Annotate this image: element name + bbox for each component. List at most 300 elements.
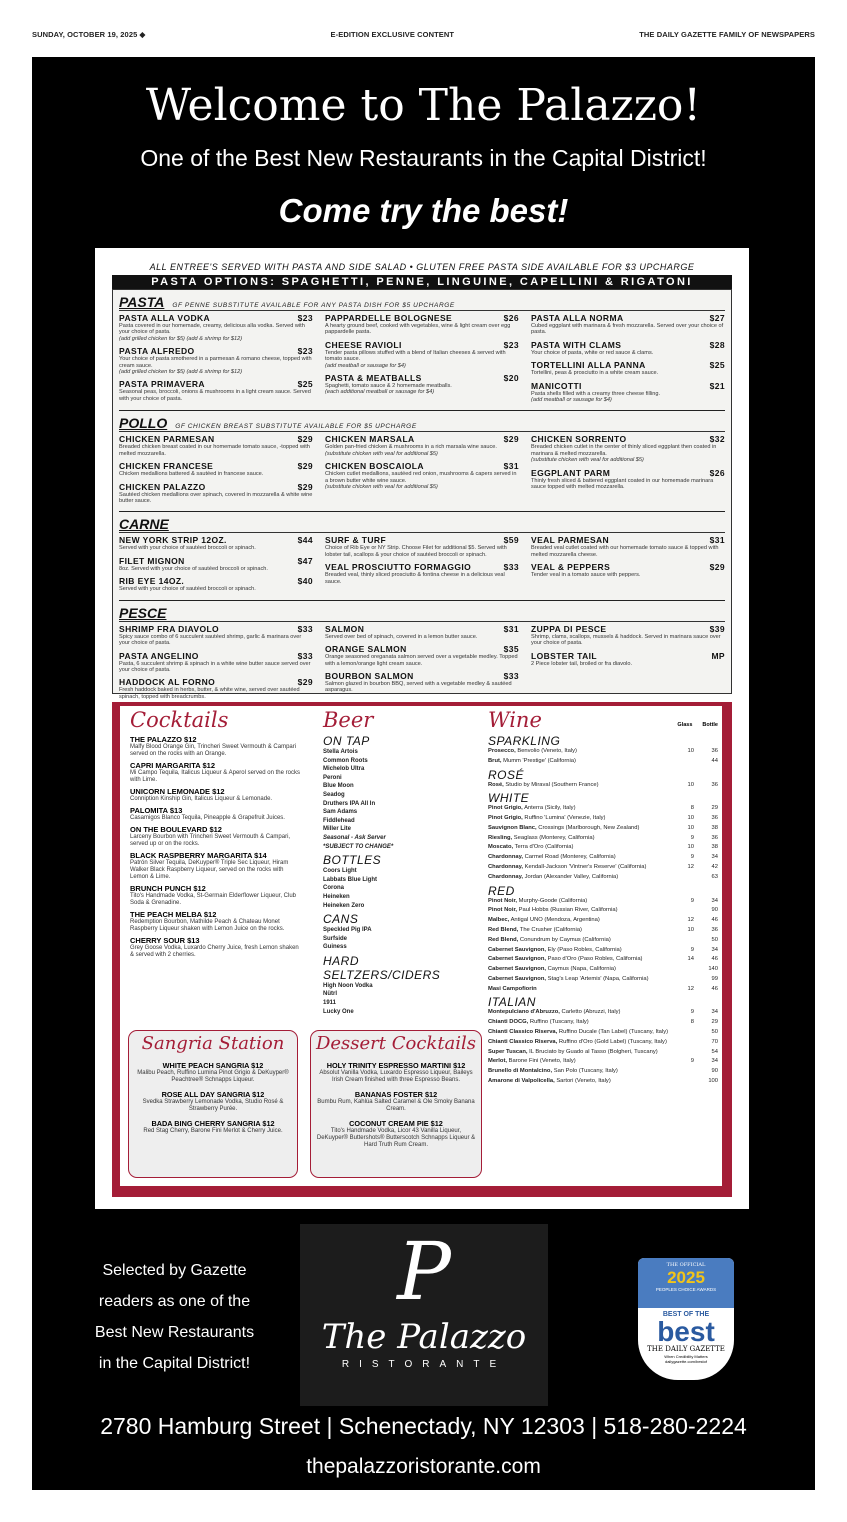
cocktail-name: PALOMITA $13 (130, 806, 183, 815)
wine-group-title: WHITE (488, 791, 530, 806)
wine-glass-price: 14 (687, 956, 694, 963)
item-description: Pasta covered in our homemade, creamy, delicious alla vodka. Served with your choice of pasta. (119, 323, 305, 336)
item-name: VEAL PROSCIUTTO FORMAGGIO (325, 562, 472, 573)
wine-name (488, 986, 674, 993)
item-description: Choice of Rib Eye or NY Strip. Choose Filet for additional $5. Served with lobster tail, scallops & your choice of sautéed broccoli or spinach. (325, 545, 507, 558)
wine-section (488, 708, 718, 1088)
item-description: Salmon glazed in bourbon BBQ, served with a vegetable medley & sautéed asparagus. (325, 680, 512, 694)
menu-item-header (325, 340, 519, 350)
wine-name (488, 874, 674, 881)
menu-item (531, 468, 725, 491)
beer-item: Surfside (323, 935, 348, 942)
wine-glass-price: 10 (687, 844, 694, 851)
cocktail-item (130, 825, 302, 848)
wine-name (488, 854, 674, 861)
wine-varietal: Cabernet Sauvignon, (488, 966, 546, 973)
wine-varietal: Chianti Classico Riserva, (488, 1028, 558, 1035)
item-description: Breaded chicken breast coated in our homemade tomato sauce, -topped with melted mozzarella. (119, 444, 310, 457)
menu-column (325, 313, 519, 407)
cocktail-name: THE PEACH MELBA $12 (130, 910, 217, 919)
cocktail-item (130, 936, 302, 959)
wine-bottle-price: 29 (711, 805, 718, 812)
wine-varietal: Merlot, (488, 1058, 508, 1065)
wine-varietal: Chardonnay, (488, 873, 523, 880)
menu-item-header (531, 313, 725, 323)
section-header (119, 294, 725, 311)
menu-item-header (531, 360, 725, 370)
wine-glass-price: 10 (687, 815, 694, 822)
item-price: $21 (709, 380, 725, 391)
menu-item (325, 340, 519, 369)
wine-glass-price: 9 (690, 834, 694, 841)
wine-bottle-price: 36 (711, 781, 718, 788)
beer-item: Coors Light (323, 868, 357, 875)
wine-bottle-price: 36 (711, 815, 718, 822)
menu-column (119, 313, 313, 407)
menu-column (119, 535, 313, 596)
wine-varietal: Malbec, (488, 917, 510, 924)
wine-row (488, 1068, 718, 1075)
wine-varietal: Chardonnay, (488, 864, 523, 871)
wine-producer: The Crusher (California) (519, 926, 582, 933)
palazzo-logo (300, 1224, 548, 1406)
cocktail-description: Redemption Bourbon, Mathilde Peach & Chateau Monet Raspberry Liqueur shaken with Lemon Juice on the rocks. (130, 919, 285, 932)
wine-bottle-price: 36 (711, 926, 718, 933)
ad-tagline: Come try the best! (278, 192, 569, 229)
wine-name (488, 966, 674, 973)
wine-producer: Barone Fini (Veneto, Italy) (508, 1058, 576, 1065)
wine-producer: Benvolio (Veneto, Italy) (517, 748, 577, 754)
section-header (119, 516, 725, 533)
item-name: CHICKEN PARMESAN (119, 434, 215, 445)
wine-name (488, 805, 674, 812)
cocktail-name: BLACK RASPBERRY MARGARITA $14 (130, 851, 267, 860)
wine-glass-price (674, 1049, 694, 1056)
item-name: CHICKEN BOSCAIOLA (325, 461, 424, 472)
wine-row (488, 854, 718, 861)
wine-glass-price: 9 (690, 897, 694, 904)
drinks-menu (120, 706, 722, 1186)
wine-glass-price (674, 937, 694, 944)
cocktail-description: Conniption Kinship Gin, Italicus Liqueur & Lemonade. (130, 796, 273, 802)
item-name: HADDOCK AL FORNO (119, 677, 216, 688)
sangria-item-name: ROSE ALL DAY SANGRIA $12 (161, 1090, 265, 1099)
item-name: SURF & TURF (325, 535, 387, 546)
item-description: 8oz. Served with your choice of sautéed broccoli or spinach. (119, 565, 268, 572)
wine-varietal: Pinot Noir, (488, 907, 517, 914)
item-price: $31 (503, 623, 519, 634)
badge-year: 2025 (667, 1268, 705, 1287)
sangria-item-description: Red Stag Cherry, Barone Fini Merlot & Cherry Juice. (143, 1128, 283, 1134)
wine-row (488, 815, 718, 822)
section-title: CARNE (119, 516, 169, 533)
wine-glass-price: 9 (690, 1009, 694, 1016)
menu-section-pollo (119, 415, 725, 512)
wine-producer: Carletto (Abruzzi, Italy) (561, 1009, 621, 1016)
badge-official: THE OFFICIAL (666, 1262, 706, 1268)
badge-paper: THE DAILY GAZETTE (647, 1345, 725, 1353)
item-price: $35 (503, 644, 519, 655)
ad-title: Welcome to The Palazzo! (145, 80, 702, 131)
wine-producer: Ruffino Ducale (Tan Label) (Tuscany, Italy) (558, 1028, 669, 1035)
item-note: (each additional meatball or sausage for $4) (325, 389, 435, 396)
dessert-item-description: Bumbu Rum, Kahlúa Salted Caramel & Ole Smoky Banana Cream. (317, 1099, 475, 1112)
item-description: Golden pan-fried chicken & mushrooms in a rich marsala wine sauce. (325, 444, 497, 451)
beer-item: Fiddlehead (323, 817, 355, 824)
item-description: Served over bed of spinach, covered in a lemon butter sauce. (325, 633, 478, 640)
item-description: Your choice of pasta smothered in a parmesan & romano cheese, topped with cream sauce. (119, 356, 312, 369)
menu-item (325, 535, 519, 558)
item-description: Your choice of pasta, white or red sauce & clams. (531, 349, 654, 356)
menu-column (119, 624, 313, 704)
item-name: LOBSTER TAIL (531, 650, 598, 661)
menu-item-header (325, 535, 519, 545)
pasta-options-banner: PASTA OPTIONS: SPAGHETTI, PENNE, LINGUINE, CAPELLINI & RIGATONI (112, 275, 732, 289)
beer-item: Blue Moon (323, 783, 354, 790)
menu-item (531, 360, 725, 376)
wine-row (488, 874, 718, 881)
item-name: CHICKEN MARSALA (325, 434, 415, 445)
wine-bottle-price: 99 (711, 975, 718, 982)
wine-glass-price: 12 (687, 985, 694, 992)
bottle-header: Bottle (702, 722, 718, 728)
item-price: $23 (297, 346, 313, 357)
item-price: $29 (503, 434, 519, 445)
wine-name (488, 835, 674, 842)
item-description: Spaghetti, tomato sauce & 2 homemade meatballs. (325, 383, 452, 390)
selection-line: Selected by Gazette (102, 1262, 247, 1279)
dessert-item-name: COCONUT CREAM PIE $12 (349, 1119, 443, 1128)
wine-varietal: Amarone di Valpolicella, (488, 1077, 555, 1084)
menu-item-header (119, 482, 313, 492)
wine-glass-price: 10 (687, 748, 694, 754)
beer-item: 1911 (323, 1000, 337, 1007)
menu-item-header (325, 461, 519, 471)
beer-item: Michelob Ultra (323, 766, 365, 773)
wine-bottle-price: 70 (711, 1038, 718, 1045)
item-price: $25 (297, 379, 313, 390)
wine-glass-price (674, 966, 694, 973)
menu-item (119, 576, 313, 592)
wine-row (488, 976, 718, 983)
wine-row (488, 782, 718, 789)
wine-glass-price (674, 976, 694, 983)
cocktail-item (130, 884, 302, 907)
item-price: $29 (297, 461, 313, 472)
menu-item (119, 379, 313, 402)
wine-producer: Anterra (Sicily, Italy) (524, 805, 576, 812)
wine-row (488, 947, 718, 954)
wine-varietal: Masi Campofiorin (488, 985, 537, 992)
wine-group-title: ROSÉ (488, 767, 525, 782)
item-name: ORANGE SALMON (325, 644, 407, 655)
wine-producer: Ruffino 'Lumina' (Venezie, Italy) (524, 815, 606, 822)
sangria-item-description: Svedka Strawberry Lemonade Vodka, Studio Rosé & Strawberry Purée. (142, 1099, 284, 1112)
badge-best: best (657, 1316, 715, 1347)
beer-item: Lucky One (323, 1008, 354, 1015)
item-price: $28 (709, 339, 725, 350)
section-header (119, 605, 725, 622)
cocktail-description: Patrón Silver Tequila, DeKuyper® Triple Sec Liqueur, Hiram Walker Black Raspberry Liqueur, served on the rocks with Lemon & Lime. (130, 860, 289, 880)
wine-row (488, 825, 718, 832)
menu-item (531, 651, 725, 667)
menu-item (119, 482, 313, 505)
menu-item-header (119, 379, 313, 389)
wine-varietal: Pinot Noir, (488, 897, 517, 904)
wine-row (488, 835, 718, 842)
item-name: PASTA WITH CLAMS (531, 339, 622, 350)
item-name: PAPPARDELLE BOLOGNESE (325, 313, 453, 323)
menu-item-header (119, 434, 313, 444)
section-note: GF CHICKEN BREAST SUBSTITUTE AVAILABLE FOR $5 UPCHARGE (175, 423, 417, 431)
item-price: $33 (503, 670, 519, 681)
menu-item (325, 644, 519, 667)
wine-name (488, 1019, 674, 1026)
item-name: PASTA ALLA NORMA (531, 313, 624, 323)
beer-title: Beer (323, 708, 374, 732)
menu-item-header (119, 461, 313, 471)
wine-glass-price: 10 (687, 781, 694, 788)
wine-name (488, 907, 674, 914)
wine-bottle-price: 46 (711, 956, 718, 963)
menu-item-header (325, 562, 519, 572)
badge-tagline: When Credibility Matters (664, 1354, 708, 1359)
item-description: Served with your choice of sautéed broccoli or spinach. (119, 586, 256, 593)
selection-line: readers as one of the (98, 1293, 251, 1310)
item-name: PASTA & MEATBALLS (325, 373, 422, 384)
menu-item-header (119, 313, 313, 323)
beer-group-title: HARD SELTZERS/CIDERS (323, 953, 441, 982)
item-description: Chicken cutlet medallions, sautéed red onion, mushrooms & capers served in a brown butter white wine sauce. (325, 471, 517, 484)
dessert-title: Dessert Cocktails (315, 1033, 477, 1054)
beer-item: Guiness (323, 944, 347, 951)
beer-item: Stella Artois (323, 749, 358, 755)
menu-item-header (325, 313, 519, 323)
menu-item (119, 556, 313, 572)
section-title: PESCE (119, 604, 167, 621)
cocktail-item (130, 787, 302, 803)
wine-name (488, 1009, 674, 1016)
item-note: (add meatball or sausage for $4) (531, 397, 612, 404)
beer-item: Corona (323, 885, 344, 892)
wine-glass-price (674, 1068, 694, 1075)
menu-item-header (325, 644, 519, 654)
wine-varietal: Prosecco, (488, 748, 516, 754)
wine-bottle-price: 42 (711, 864, 718, 871)
wine-row (488, 956, 718, 963)
wine-row (488, 917, 718, 924)
item-description: Chicken medallions battered & sautéed in francese sauce. (119, 471, 264, 478)
wine-group-title: ITALIAN (488, 995, 536, 1010)
wine-name (488, 782, 674, 789)
item-price: $29 (297, 481, 313, 492)
cocktail-name: ON THE BOULEVARD $12 (130, 825, 222, 834)
wine-row (488, 864, 718, 871)
wine-varietal: Pinot Grigio, (488, 805, 523, 812)
menu-item-header (119, 677, 313, 687)
item-price: $29 (709, 562, 725, 573)
wine-producer: Stag's Leap 'Artemis' (Napa, California) (547, 975, 649, 982)
section-title: POLLO (119, 415, 168, 432)
cocktail-name: THE PALAZZO $12 (130, 735, 197, 744)
cocktails-section (130, 708, 302, 959)
wine-row (488, 937, 718, 944)
wine-row (488, 748, 718, 755)
wine-varietal: Brunello di Montalcino, (488, 1068, 553, 1075)
wine-name (488, 917, 674, 924)
sangria-item-description: Malibu Peach, Ruffino Lumina Pinot Grigio & DeKuyper® Peachtree® Schnapps Liqueur. (137, 1070, 289, 1083)
wine-row (488, 927, 718, 934)
wine-producer: Paso d'Oro (Paso Robles, California) (547, 956, 643, 963)
item-price: $27 (709, 313, 725, 323)
menu-column (119, 434, 313, 508)
cocktail-description: Tito's Handmade Vodka, St-Germain Elderflower Liqueur, Club Soda & Grenadine. (130, 893, 297, 906)
wine-producer: Antigal UNO (Mendoza, Argentina) (510, 917, 600, 924)
sangria-item-name: WHITE PEACH SANGRIA $12 (162, 1061, 264, 1070)
wine-bottle-price: 34 (711, 897, 718, 904)
wine-name (488, 1068, 674, 1075)
cocktail-item (130, 761, 302, 784)
wine-glass-price: 9 (690, 946, 694, 953)
item-price: $20 (503, 373, 519, 384)
beer-item: Seadog (323, 791, 345, 798)
menu-item (119, 461, 313, 477)
wine-producer: Carmel Road (Monterey, California) (524, 854, 616, 861)
cocktail-description: Grey Goose Vodka, Luxardo Cherry Juice, fresh Lemon shaken & served with 2 cherries. (130, 945, 299, 958)
item-name: VEAL & PEPPERS (531, 562, 611, 573)
sangria-item-name: BADA BING CHERRY SANGRIA $12 (151, 1119, 275, 1128)
beer-item: *SUBJECT TO CHANGE* (323, 843, 394, 850)
menu-item (531, 434, 725, 463)
food-menu (112, 289, 732, 700)
item-description: Breaded veal, thinly sliced prosciutto & fontina cheese in a delicious veal sauce. (325, 572, 505, 585)
item-description: Breaded chicken cutlet in the center of thinly sliced eggplant then coated in marinara & melted mozzarella. (531, 444, 717, 457)
cocktail-description: Casamigos Blanco Tequila, Pineapple & Grapefruit Juices. (130, 815, 285, 821)
menu-section-carne (119, 516, 725, 600)
menu-item (119, 677, 313, 700)
item-name: RIB EYE 14OZ. (119, 576, 185, 587)
beer-item: Speckled Pig IPA (323, 927, 372, 934)
wine-title: Wine (488, 708, 542, 732)
wine-bottle-price: 34 (711, 1058, 718, 1065)
item-name: TORTELLINI ALLA PANNA (531, 360, 646, 371)
menu-item (119, 651, 313, 674)
item-name: CHEESE RAVIOLI (325, 339, 402, 350)
item-name: EGGPLANT PARM (531, 467, 611, 478)
wine-row (488, 805, 718, 812)
item-description: Pasta, 6 succulent shrimp & spinach in a white wine butter sauce served over your choice of pasta. (119, 660, 311, 673)
menu-item-header (325, 373, 519, 383)
menu-item-header (531, 381, 725, 391)
item-description: 2 Piece lobster tail, broiled or fra diavolo. (531, 660, 633, 667)
wine-row (488, 1029, 718, 1036)
menu-item-header (531, 651, 725, 661)
item-note: (substitute chicken with veal for additional $5) (531, 457, 644, 464)
logo-name: The Palazzo (321, 1317, 527, 1357)
beer-item: Heineken (323, 893, 350, 900)
menu-item-header (531, 434, 725, 444)
wine-producer: Ruffino d'Oro (Gold Label) (Tuscany, Italy) (558, 1038, 667, 1045)
item-name: CHICKEN PALAZZO (119, 481, 206, 492)
item-price: $40 (297, 576, 313, 587)
wine-varietal: Chianti Classico Riserva, (488, 1038, 558, 1045)
wine-glass-price: 8 (690, 1019, 694, 1026)
section-title: PASTA (119, 294, 165, 310)
website-link[interactable]: thepalazzoristorante.com (306, 1455, 541, 1478)
page-header (32, 30, 815, 42)
menu-item (531, 562, 725, 578)
cocktail-description: Mi Campo Tequila, Italicus Liqueur & Aperol served on the rocks with Lime. (130, 770, 300, 783)
menu-column (531, 535, 725, 596)
menu-item (325, 313, 519, 336)
menu-item (325, 671, 519, 694)
item-price: $32 (709, 434, 725, 445)
sangria-title: Sangria Station (141, 1033, 285, 1054)
menu-item-header (325, 434, 519, 444)
wine-producer: Conundrum by Caymus (California) (519, 936, 611, 943)
wine-varietal: Riesling, (488, 834, 513, 841)
wine-name (488, 758, 674, 765)
wine-varietal: Red Blend, (488, 926, 519, 933)
wine-glass-price: 10 (687, 824, 694, 831)
item-description: Cubed eggplant with marinara & fresh mozzarella. Served over your choice of pasta. (531, 323, 724, 336)
item-price: $39 (709, 623, 725, 634)
item-description: Seasonal peas, broccoli, onions & mushrooms in a light cream sauce. Served with your choice of pasta. (119, 389, 311, 402)
item-note: (add meatball or sausage for $4) (325, 362, 406, 369)
item-name: MANICOTTI (531, 380, 582, 391)
item-price: $59 (503, 535, 519, 546)
wine-glass-price: 9 (690, 854, 694, 861)
wine-name (488, 976, 674, 983)
menu-item (325, 373, 519, 396)
cocktail-item (130, 851, 302, 881)
menu-item-header (119, 624, 313, 634)
wine-producer: Sartori (Veneto, Italy) (556, 1077, 611, 1084)
wine-row (488, 1009, 718, 1016)
wine-glass-price (674, 1039, 694, 1046)
wine-row (488, 1019, 718, 1026)
item-note: (add grilled chicken for $5) (add & shrimp for $12) (119, 335, 243, 342)
dessert-item-name: HOLY TRINITY ESPRESSO MARTINI $12 (326, 1061, 466, 1070)
wine-group-title: RED (488, 883, 515, 898)
wine-varietal: Cabernet Sauvignon, (488, 946, 546, 953)
wine-row (488, 966, 718, 973)
item-price: $33 (503, 562, 519, 573)
item-name: SALMON (325, 623, 365, 634)
glass-header: Glass (677, 722, 693, 728)
beer-item: Labbats Blue Light (323, 876, 377, 883)
wine-varietal: Super Tuscan, (488, 1048, 528, 1055)
gazette-selection-text (82, 1255, 267, 1379)
menu-item (531, 535, 725, 558)
wine-name (488, 927, 674, 934)
beer-item: Sam Adams (323, 809, 358, 816)
item-description: Spicy sauce combo of 6 succulent sautéed shrimp, garlic & marinara over your choice of pasta. (119, 633, 302, 647)
item-name: CHICKEN SORRENTO (531, 434, 627, 445)
item-description: Sautéed chicken medallions over spinach, covered in mozzarella & white wine butter sauce. (119, 491, 313, 505)
menu-column (325, 624, 519, 704)
wine-varietal: Chianti DOCG, (488, 1019, 529, 1026)
cocktail-name: CHERRY SOUR $13 (130, 936, 200, 945)
wine-row (488, 1058, 718, 1065)
publisher-label: THE DAILY GAZETTE FAMILY OF NEWSPAPERS (639, 30, 815, 39)
wine-producer: Kendall-Jackson 'Vintner's Reserve' (California) (524, 864, 647, 871)
item-description: Tortellini, peas & prosciutto in a white cream sauce. (531, 370, 659, 377)
wine-glass-price: 8 (690, 805, 694, 812)
section-columns (119, 434, 725, 511)
item-name: PASTA ALLA VODKA (119, 313, 211, 323)
wine-bottle-price: 90 (711, 907, 718, 914)
